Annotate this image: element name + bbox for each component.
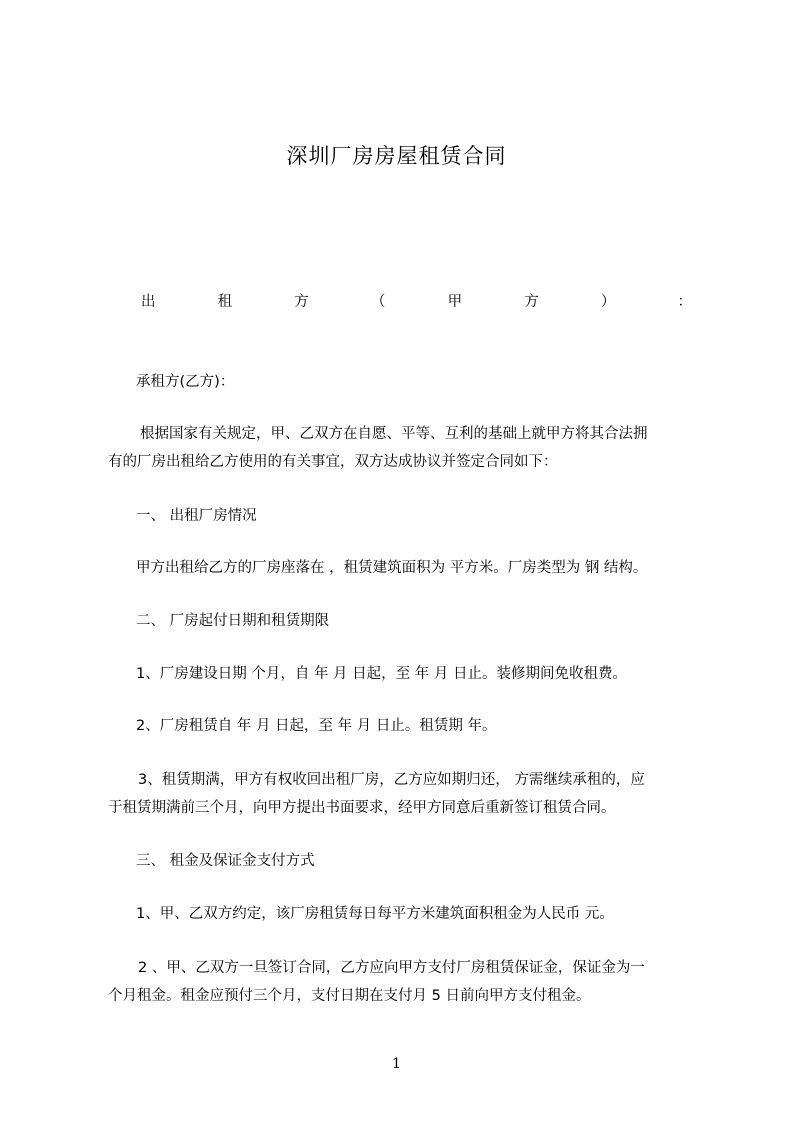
section-3-heading: 三、 租金及保证金支付方式	[136, 853, 315, 869]
lessor-char: 租	[217, 294, 233, 310]
preamble-line-1: 根据国家有关规定，甲、乙双方在自愿、平等、互利的基础上就甲方将其合法拥	[140, 426, 648, 442]
section-3-item-1: 1、甲、乙双方约定，该厂房租赁每日每平方米建筑面积租金为人民币 元。	[136, 906, 614, 922]
section-3-item-2-line-2: 个月租金。租金应预付三个月，支付日期在支付月 5 日前向甲方支付租金。	[108, 988, 591, 1004]
lessee-label: 承租方(乙方)：	[136, 374, 235, 390]
lessor-char: 出	[141, 294, 156, 310]
section-2-item-3-line-2: 于租赁期满前三个月，向甲方提出书面要求，经甲方同意后重新签订租赁合同。	[108, 800, 616, 816]
lessor-char: 方	[524, 294, 539, 310]
preamble-line-2: 有的厂房出租给乙方使用的有关事宜，双方达成协议并签定合同如下：	[108, 454, 558, 470]
lessor-char: 方	[294, 294, 309, 310]
lessor-char: （	[370, 294, 386, 310]
section-3-item-2-line-1: 2 、甲、乙双方一旦签订合同，乙方应向甲方支付厂房租赁保证金，保证金为一	[138, 960, 645, 976]
lessor-char: ：	[677, 294, 692, 310]
section-1-heading: 一、 出租厂房情况	[136, 508, 257, 524]
section-2-item-3-line-1: 3、租赁期满，甲方有权收回出租厂房，乙方应如期归还， 方需继续承租的，应	[138, 772, 645, 788]
section-2-item-1: 1、厂房建设日期 个月，自 年 月 日起，至 年 月 日止。装修期间免收租费。	[136, 666, 627, 682]
section-1-body: 甲方出租给乙方的厂房座落在 ，租赁建筑面积为 平方米。厂房类型为 钢 结构。	[136, 560, 648, 576]
section-2-item-2: 2、厂房租赁自 年 月 日起，至 年 月 日止。租赁期 年。	[136, 718, 497, 734]
lessor-char: ）	[600, 294, 616, 310]
section-2-heading: 二、 厂房起付日期和租赁期限	[136, 613, 330, 629]
document-title: 深圳厂房房屋租赁合同	[286, 144, 507, 168]
lessor-char: 甲	[447, 294, 463, 310]
page-number: 1	[392, 1056, 401, 1072]
lessor-label	[141, 292, 692, 312]
